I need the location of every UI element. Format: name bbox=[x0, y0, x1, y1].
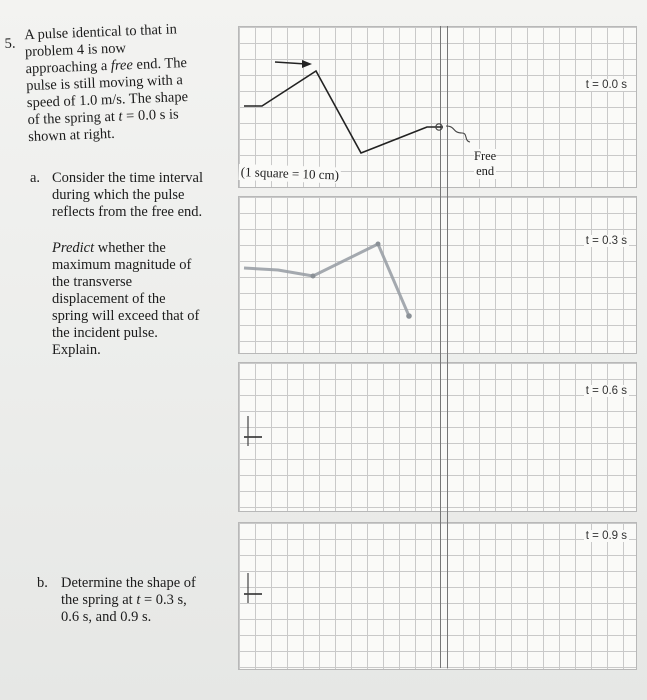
part-b-text bbox=[61, 575, 237, 626]
text-line: displacement of the bbox=[52, 291, 166, 307]
text-line: Predict whether the bbox=[52, 240, 166, 256]
text-line: approaching a free end. The bbox=[25, 55, 188, 78]
part-b bbox=[37, 575, 237, 626]
free-end-wall bbox=[440, 26, 448, 668]
grid-panel-t0 bbox=[238, 26, 637, 188]
text-line: the spring at t = 0.3 s, bbox=[61, 592, 187, 608]
time-label-t03: t = 0.3 s bbox=[585, 235, 627, 247]
text-line: Determine the shape of bbox=[61, 575, 196, 591]
problem-5 bbox=[4, 19, 233, 147]
text-line: during which the pulse bbox=[52, 187, 185, 203]
text-line: the incident pulse. bbox=[52, 325, 158, 341]
grid-panel-t09 bbox=[238, 522, 637, 670]
problem-text bbox=[24, 19, 233, 146]
text-line: of the spring at t = 0.0 s is bbox=[27, 106, 179, 129]
text-line: the transverse bbox=[52, 274, 133, 290]
grid-panel-t06 bbox=[238, 362, 637, 512]
part-a bbox=[30, 170, 240, 221]
text-line: Explain. bbox=[52, 342, 101, 358]
time-label-t06: t = 0.6 s bbox=[585, 385, 627, 397]
text-line: shown at right. bbox=[27, 125, 116, 146]
grid-panel-t03 bbox=[238, 196, 637, 354]
part-a-text bbox=[52, 170, 240, 221]
text-line: maximum magnitude of bbox=[52, 257, 192, 273]
text-line: 0.6 s, and 0.9 s. bbox=[61, 609, 152, 625]
time-label-t0: t = 0.0 s bbox=[585, 79, 627, 91]
time-label-t09: t = 0.9 s bbox=[585, 530, 627, 542]
problem-number: 5. bbox=[4, 35, 16, 52]
predict-question bbox=[52, 240, 237, 359]
text-line: problem 4 is now bbox=[24, 40, 127, 61]
text-line: speed of 1.0 m/s. The shape bbox=[26, 88, 189, 112]
part-a-label: a. bbox=[30, 170, 41, 186]
text-line: Consider the time interval bbox=[52, 170, 204, 186]
scale-note: (1 square = 10 cm) bbox=[238, 164, 341, 184]
free-end-label: Free end bbox=[474, 149, 497, 178]
text-line: pulse is still moving with a bbox=[25, 72, 184, 95]
text-line: A pulse identical to that in bbox=[23, 21, 178, 44]
text-line: spring will exceed that of bbox=[52, 308, 200, 324]
part-b-label: b. bbox=[37, 575, 48, 591]
text-line: reflects from the free end. bbox=[52, 204, 203, 220]
